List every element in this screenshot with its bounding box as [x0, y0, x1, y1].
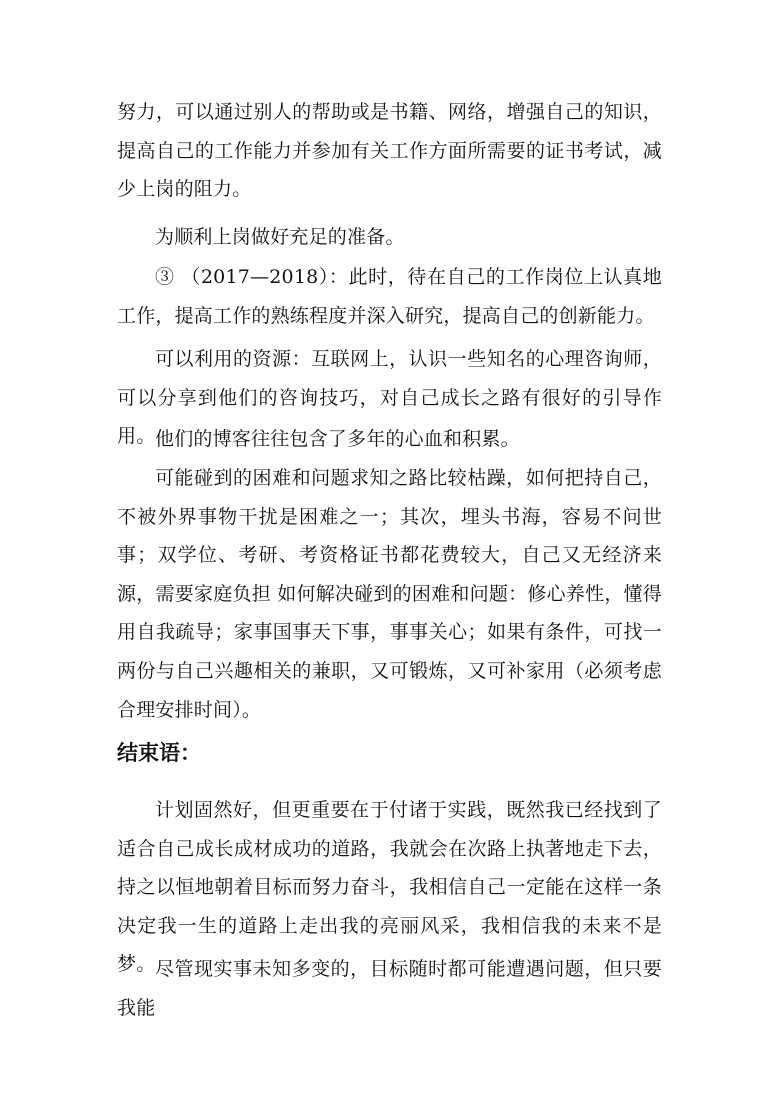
paragraph-resources: 可以利用的资源：互联网上，认识一些知名的心理咨询师，可以分享到他们的咨询技巧，对自己成长之路有很好的引导作用。 — [117, 348, 662, 448]
paragraph-difficulties: 可能碰到的困难和问题求知之路比较枯躁，如何把持自己，不被外界事物干扰是困难之一；其次，埋头书海，容易不问世事；双学位、考研、考资格证书都花费较大，自己又无经济来源，需要家庭负担 如何解决碰到的困难和问题：修心养性，懂得用自我疏导；家事国事天下事，事事关心；如果有条件，可找一两份与自己兴趣相关的兼职，又可锻炼，又可补家用（必须考虑合理安排时间）。 — [117, 467, 662, 721]
section-heading-conclusion: 结束语： — [117, 741, 201, 765]
paragraph-conclusion-closing: 尽管现实事未知多变的，目标随时都可能遭遇问题，但只要我能 — [117, 958, 662, 1019]
paragraph-conclusion-plan: 计划固然好，但更重要在于付诸于实践，既然我已经找到了适合自己成长成材成功的道路，我就会在次路上执著地走下去，持之以恒地朝着目标而努力奋斗，我相信自己一定能在这样一条决定我一生的道路上走出我的亮丽风采，我相信我的未来不是梦。 — [117, 799, 662, 976]
paragraph-stage-three: ③ （2017—2018）：此时，待在自己的工作岗位上认真地工作，提高工作的熟练程度并深入研究，提高自己的创新能力。 — [117, 266, 662, 327]
paragraph-preparation: 为顺利上岗做好充足的准备。 — [155, 226, 405, 248]
paragraph-blogs: 他们的博客往往包含了多年的心血和积累。 — [155, 428, 520, 450]
paragraph-continuation: 努力，可以通过别人的帮助或是书籍、网络，增强自己的知识，提高自己的工作能力并参加有关工作方面所需要的证书考试，减少上岗的阻力。 — [117, 101, 662, 201]
